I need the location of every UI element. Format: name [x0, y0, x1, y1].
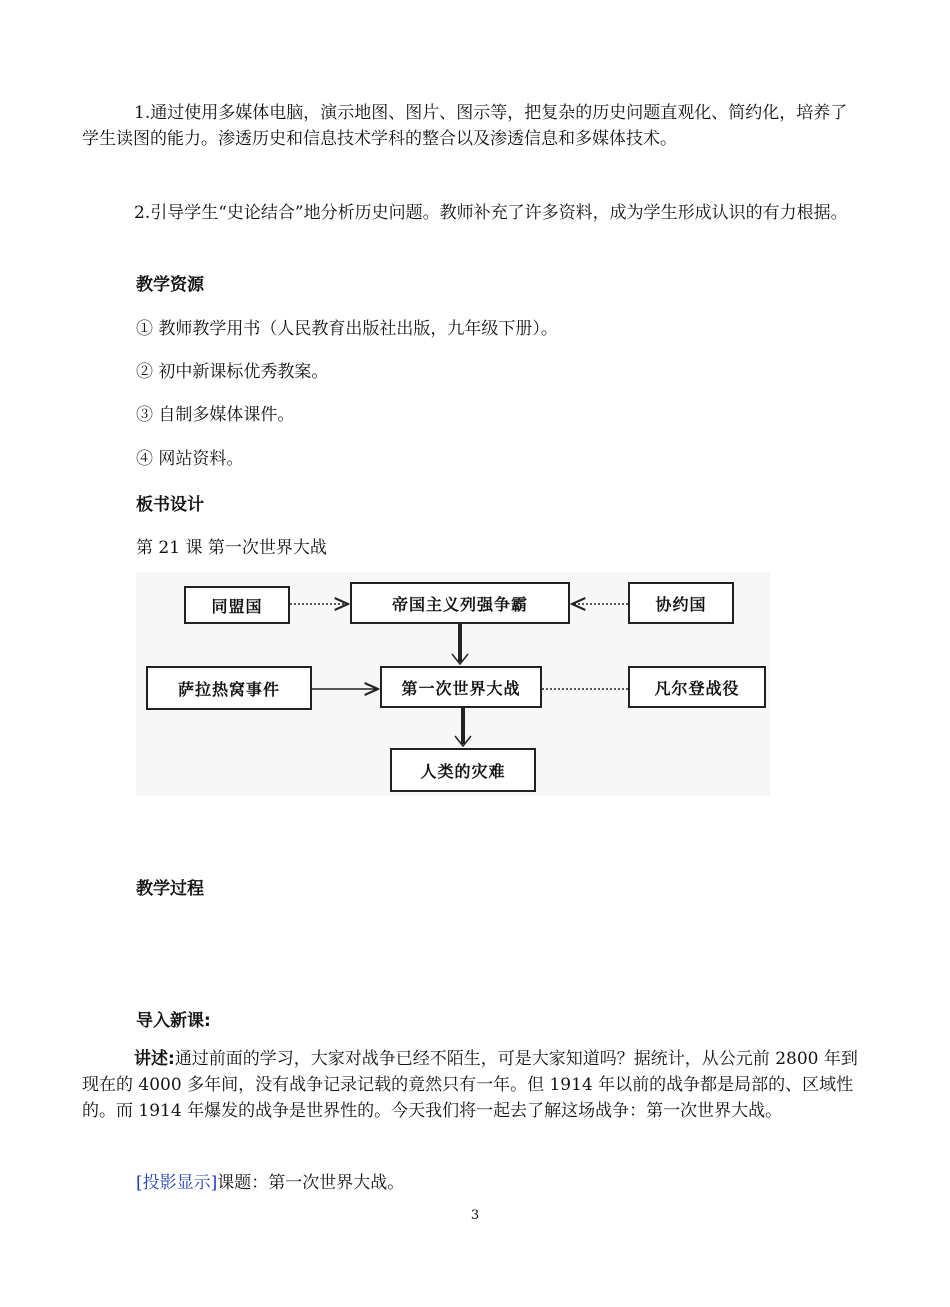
board-diagram	[136, 572, 770, 796]
projection-tag: [投影显示]	[136, 1173, 218, 1193]
resource-item-3: ③ 自制多媒体课件。	[136, 405, 295, 425]
narration-label: 讲述:	[134, 1049, 175, 1069]
projection-text: 课题：第一次世界大战。	[217, 1173, 405, 1193]
box-world-war-one: 第一次世界大战	[380, 666, 542, 708]
intro-heading: 导入新课:	[136, 1011, 211, 1031]
process-heading: 教学过程	[136, 879, 204, 899]
box-human-disaster: 人类的灾难	[390, 748, 536, 792]
box-entente: 协约国	[628, 582, 734, 624]
box-central-powers: 同盟国	[184, 586, 290, 624]
lesson-title: 第 21 课 第一次世界大战	[136, 538, 327, 558]
page-number: 3	[470, 1208, 480, 1223]
projection-line	[136, 1168, 404, 1193]
paragraph-multimedia: 1.通过使用多媒体电脑，演示地图、图片、图示等，把复杂的历史问题直观化、简约化，培养了学生读图的能力。渗透历史和信息技术学科的整合以及渗透信息和多媒体技术。	[82, 103, 848, 149]
resource-item-1: ① 教师教学用书（人民教育出版社出版，九年级下册）。	[136, 319, 558, 339]
resources-heading: 教学资源	[136, 275, 204, 295]
box-verdun-battle: 凡尔登战役	[628, 666, 766, 708]
narration-paragraph	[82, 1046, 858, 1124]
resource-item-2: ② 初中新课标优秀教案。	[136, 362, 329, 382]
box-sarajevo-incident: 萨拉热窝事件	[146, 666, 312, 710]
box-imperialist-rivalry: 帝国主义列强争霸	[350, 582, 570, 624]
board-heading: 板书设计	[136, 495, 204, 515]
narration-text: 通过前面的学习，大家对战争已经不陌生，可是大家知道吗？据统计，从公元前 2800 年到现在的 4000 多年间，没有战争记录记载的竟然只有一年。但 1914 年以前的战争都是局部的、区域性的。而 1914 年爆发的战争是世界性的。今天我们将一起去了解这场战争：第一次世界大战。	[82, 1049, 858, 1121]
paragraph-history-method: 2.引导学生“史论结合”地分析历史问题。教师补充了许多资料，成为学生形成认识的有力根据。	[134, 203, 848, 223]
resource-item-4: ④ 网站资料。	[136, 449, 244, 469]
